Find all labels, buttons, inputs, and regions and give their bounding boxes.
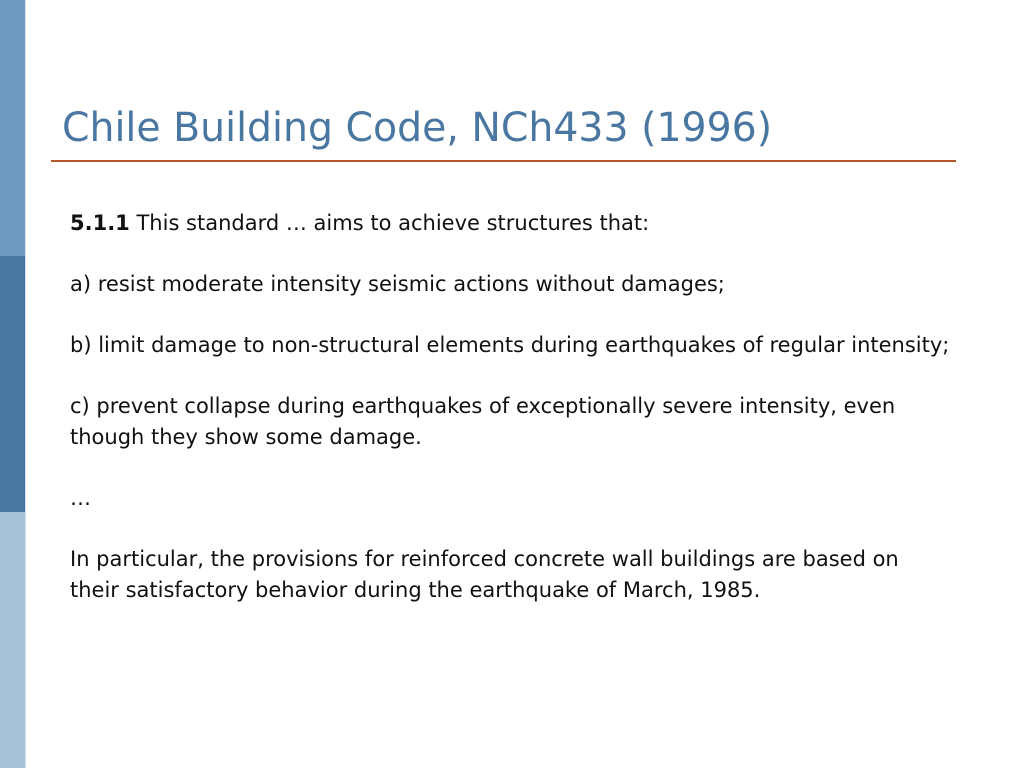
paragraph-item-b: b) limit damage to non-structural elements during earthquakes of regular intensity; <box>70 333 950 357</box>
sidebar-edge <box>25 0 26 768</box>
intro-text: This standard … aims to achieve structures that: <box>129 211 650 235</box>
paragraph-item-a: a) resist moderate intensity seismic actions without damages; <box>70 272 725 296</box>
paragraph-intro <box>70 208 950 239</box>
sidebar-band-bottom <box>0 512 25 768</box>
paragraph-ellipsis: … <box>70 486 91 510</box>
paragraph-item-c: c) prevent collapse during earthquakes of exceptionally severe intensity, even though they show some damage. <box>70 394 896 449</box>
paragraph-conclusion: In particular, the provisions for reinforced concrete wall buildings are based on their satisfactory behavior during the earthquake of March, 1985. <box>70 547 899 602</box>
title-underline-rule <box>51 160 956 162</box>
section-number: 5.1.1 <box>70 211 130 235</box>
slide-body <box>70 208 950 636</box>
sidebar-band-top <box>0 0 25 256</box>
slide-title: Chile Building Code, NCh433 (1996) <box>62 105 773 151</box>
sidebar-decoration <box>0 0 25 768</box>
sidebar-band-middle <box>0 256 25 512</box>
